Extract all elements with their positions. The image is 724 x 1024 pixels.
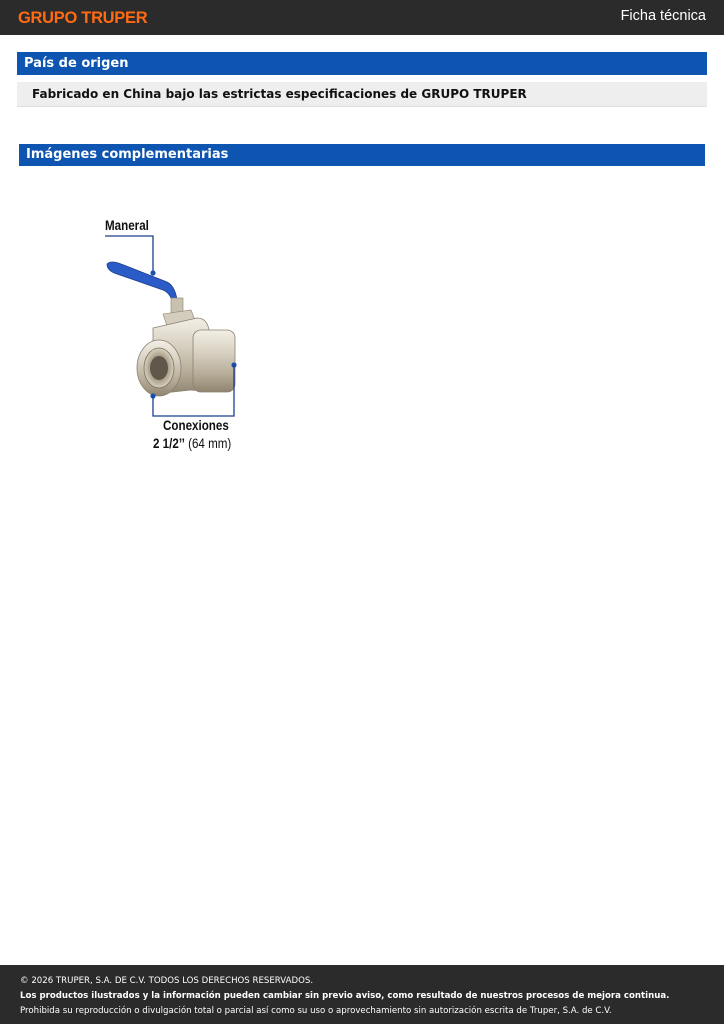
- callout-label-size: [153, 436, 231, 451]
- callout-label-handle: Maneral: [105, 218, 149, 233]
- brand-logo: GRUPO TRUPER: [18, 9, 148, 27]
- product-image-valve: [95, 210, 255, 460]
- footer-prohibition: Prohibida su reproducción o divulgación total o parcial así como su uso o aprovechamiento sin autorización escrita de Truper, S.A. de C.V.: [20, 1006, 612, 1016]
- callout-dot-handle: [150, 270, 155, 275]
- callout-label-connections: Conexiones: [163, 418, 229, 433]
- section-header-images: Imágenes complementarias: [19, 144, 705, 166]
- size-metric: (64 mm): [188, 436, 232, 451]
- footer-copyright: © 2026 TRUPER, S.A. DE C.V. TODOS LOS DERECHOS RESERVADOS.: [20, 976, 314, 986]
- size-imperial: 2 1/2’’: [153, 436, 185, 451]
- section-header-origin: País de origen: [17, 52, 707, 75]
- document-type-label: Ficha técnica: [620, 8, 706, 24]
- handle-lever: [107, 262, 177, 302]
- origin-text: Fabricado en China bajo las estrictas especificaciones de GRUPO TRUPER: [17, 82, 707, 107]
- footer-notice: Los productos ilustrados y la información pueden cambiar sin previo aviso, como resultado de nuestros procesos de mejora continua.: [20, 991, 670, 1001]
- header-bar: [0, 0, 724, 35]
- footer: [0, 965, 724, 1024]
